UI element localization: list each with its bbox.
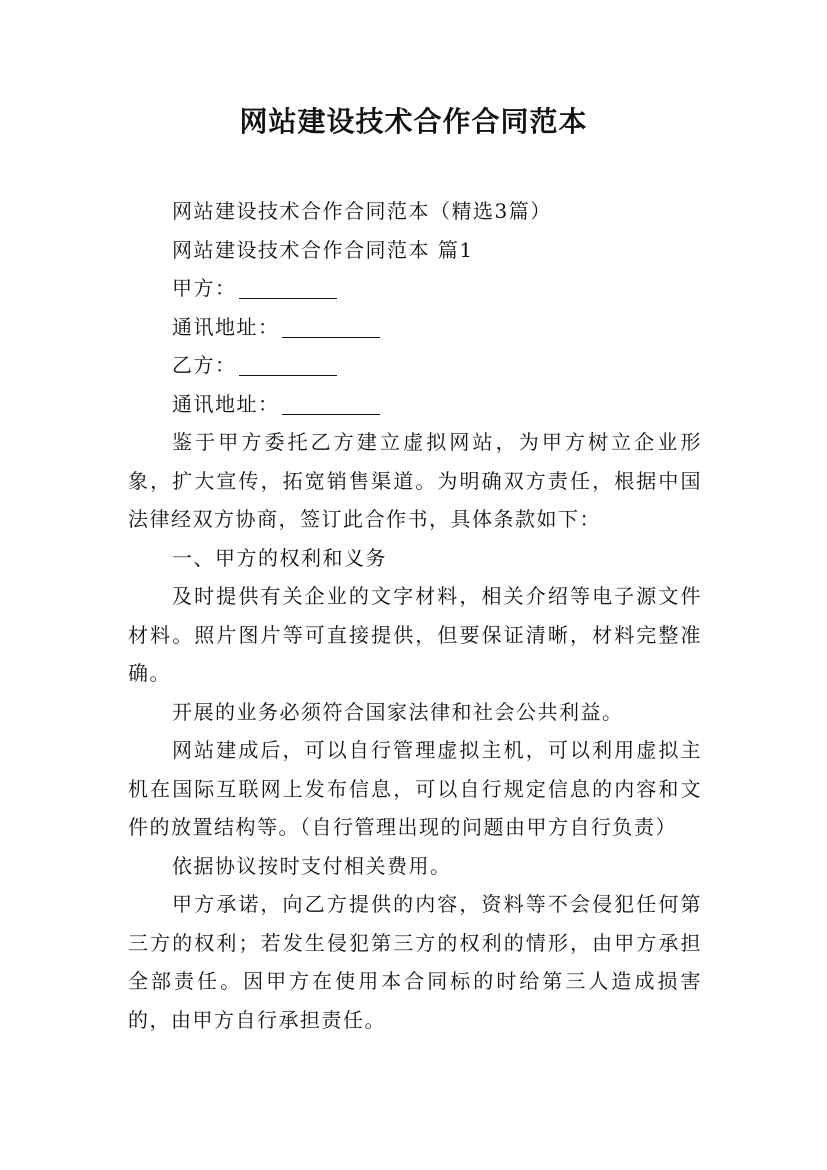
address-b-field	[128, 385, 702, 424]
party-b-blank	[239, 353, 337, 376]
document-title: 网站建设技术合作合同范本	[239, 105, 588, 138]
preamble-paragraph: 鉴于甲方委托乙方建立虚拟网站，为甲方树立企业形象，扩大宣传，拓宽销售渠道。为明确双方责任，根据中国法律经双方协商，签订此合作书，具体条款如下：	[128, 430, 702, 531]
clause-third-party-rights: 甲方承诺，向乙方提供的内容，资料等不会侵犯任何第三方的权利；若发生侵犯第三方的权利的情形，由甲方承担全部责任。因甲方在使用本合同标的时给第三人造成损害的，由甲方自行承担责任。	[128, 892, 702, 1032]
clause-legal-business: 开展的业务必须符合国家法律和社会公共利益。	[172, 699, 624, 724]
party-b-label: 乙方：	[172, 353, 237, 377]
address-a-blank	[282, 315, 380, 338]
address-a-field	[128, 308, 702, 347]
address-b-label: 通讯地址：	[172, 391, 280, 416]
party-b-field	[128, 346, 702, 385]
address-a-label: 通讯地址：	[172, 314, 280, 339]
intro-line: 网站建设技术合作合同范本（精选3篇）	[172, 199, 552, 223]
party-a-field	[128, 269, 702, 308]
clause-materials: 及时提供有关企业的文字材料，相关介绍等电子源文件材料。照片图片等可直接提供，但要保证清晰，材料完整准确。	[128, 584, 702, 685]
clause-payment: 依据协议按时支付相关费用。	[172, 853, 452, 878]
party-a-blank	[239, 276, 337, 299]
clause-host-management: 网站建成后，可以自行管理虚拟主机，可以利用虚拟主机在国际互联网上发布信息，可以自行规定信息的内容和文件的放置结构等。（自行管理出现的问题由甲方自行负责）	[128, 738, 702, 839]
section-1-heading: 一、甲方的权利和义务	[172, 545, 387, 570]
section-heading-1: 网站建设技术合作合同范本 篇1	[172, 237, 474, 262]
document-body	[128, 192, 702, 1039]
party-a-label: 甲方：	[172, 276, 237, 300]
address-b-blank	[282, 392, 380, 415]
